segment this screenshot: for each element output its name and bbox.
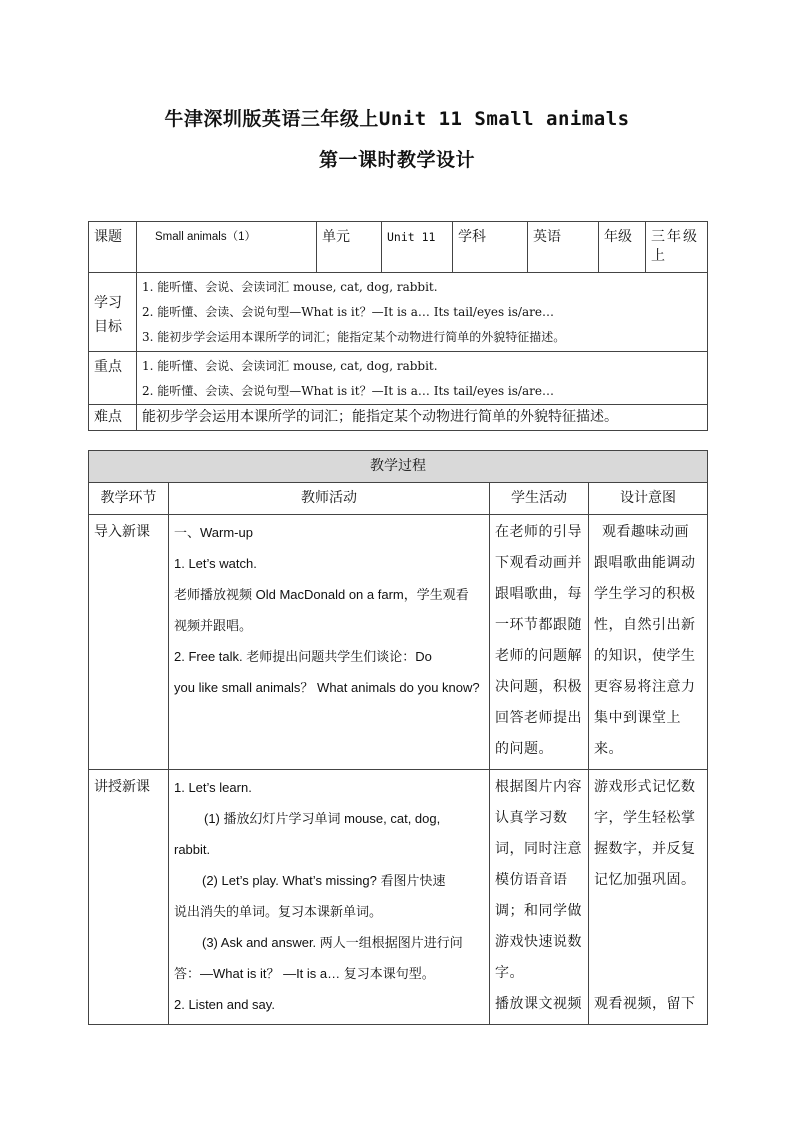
student-activity-teaching: [490, 770, 589, 1025]
teaching-process-table: [88, 450, 708, 1025]
activity-line: (2) Let’s play. What’s missing? 看图片快速: [202, 873, 446, 888]
difficulty-label: 难点: [89, 405, 137, 431]
goal-item: 1. 能听懂、会说、会读词汇 mouse, cat, dog, rabbit.: [142, 280, 438, 294]
document-title-line1: [0, 104, 794, 131]
key-point-item: 1. 能听懂、会说、会读词汇 mouse, cat, dog, rabbit.: [142, 359, 438, 373]
student-activity-text: 播放课文视频: [495, 996, 582, 1012]
activity-line: 2. Free talk. 老师提出问题共学生们谈论：Do: [174, 649, 432, 664]
title-english: Unit 11 Small animals: [378, 108, 630, 130]
stage-teaching: 讲授新课: [89, 770, 169, 1025]
activity-line: 2. Listen and say.: [174, 997, 275, 1012]
design-intent-text: 观看视频，留下: [594, 996, 696, 1012]
activity-line: 一、Warm-up: [174, 525, 253, 540]
design-intent-warmup: 观看趣味动画跟唱歌曲能调动学生学习的积极性，自然引出新的知识，使学生更容易将注意力集中到课堂上来。: [589, 515, 708, 770]
document-title-line2: 第一课时教学设计: [318, 149, 475, 171]
key-points-label: 重点: [89, 352, 137, 405]
column-header-student: 学生活动: [490, 483, 589, 515]
grade-value: 三年级上: [646, 222, 708, 273]
goal-item: 3. 能初步学会运用本课所学的词汇；能指定某个动物进行简单的外貌特征描述。: [142, 330, 566, 344]
activity-line: 老师播放视频 Old MacDonald on a farm，学生观看: [174, 587, 469, 602]
key-point-item: 2. 能听懂、会读、会说句型—What is it？—It is a… Its tail/eyes is/are…: [142, 384, 554, 398]
student-activity-warmup: 在老师的引导下观看动画并跟唱歌曲，每一环节都跟随老师的问题解决问题，积极回答老师提出的问题。: [490, 515, 589, 770]
activity-line: (1) 播放幻灯片学习单词 mouse, cat, dog,: [204, 811, 441, 826]
teacher-activity-teaching: [169, 770, 490, 1025]
student-activity-text: 根据图片内容认真学习数词，同时注意模仿语音语调；和同学做游戏快速说数字。: [495, 779, 582, 981]
design-intent-text: 游戏形式记忆数字，学生轻松掌握数字，并反复记忆加强巩固。: [594, 779, 696, 888]
activity-line: 答：—What is it？ —It is a… 复习本课句型。: [174, 966, 435, 981]
subject-label: 学科: [453, 222, 528, 273]
activity-line: you like small animals？ What animals do you know?: [174, 680, 480, 695]
goal-item: 2. 能听懂、会读、会说句型—What is it？—It is a… Its tail/eyes is/are…: [142, 305, 554, 319]
activity-line: 说出消失的单词。复习本课新单词。: [174, 904, 383, 919]
title-chinese: 牛津深圳版英语三年级上: [164, 108, 379, 130]
stage-warmup: 导入新课: [89, 515, 169, 770]
process-heading: 教学过程: [89, 451, 708, 483]
column-header-intent: 设计意图: [589, 483, 708, 515]
course-value: Small animals（1）: [137, 222, 317, 273]
column-header-teacher: 教师活动: [169, 483, 490, 515]
goals-list: [137, 273, 708, 352]
table-row: [89, 515, 708, 770]
activity-line: 1. Let’s watch.: [174, 556, 257, 571]
teacher-activity-warmup: [169, 515, 490, 770]
activity-line: (3) Ask and answer. 两人一组根据图片进行问: [202, 935, 463, 950]
unit-value: Unit 11: [382, 222, 453, 273]
table-row: [89, 770, 708, 1025]
goals-label: 学习目标: [89, 273, 137, 352]
grade-label: 年级: [599, 222, 646, 273]
lesson-info-table: [88, 221, 708, 431]
difficulty-value: 能初步学会运用本课所学的词汇；能指定某个动物进行简单的外貌特征描述。: [137, 405, 708, 431]
activity-line: rabbit.: [174, 842, 211, 857]
key-points-list: [137, 352, 708, 405]
activity-line: 1. Let’s learn.: [174, 780, 252, 795]
unit-label: 单元: [317, 222, 382, 273]
course-label: 课题: [89, 222, 137, 273]
design-intent-teaching: [589, 770, 708, 1025]
subject-value: 英语: [528, 222, 599, 273]
column-header-stage: 教学环节: [89, 483, 169, 515]
activity-line: 视频并跟唱。: [174, 618, 253, 633]
